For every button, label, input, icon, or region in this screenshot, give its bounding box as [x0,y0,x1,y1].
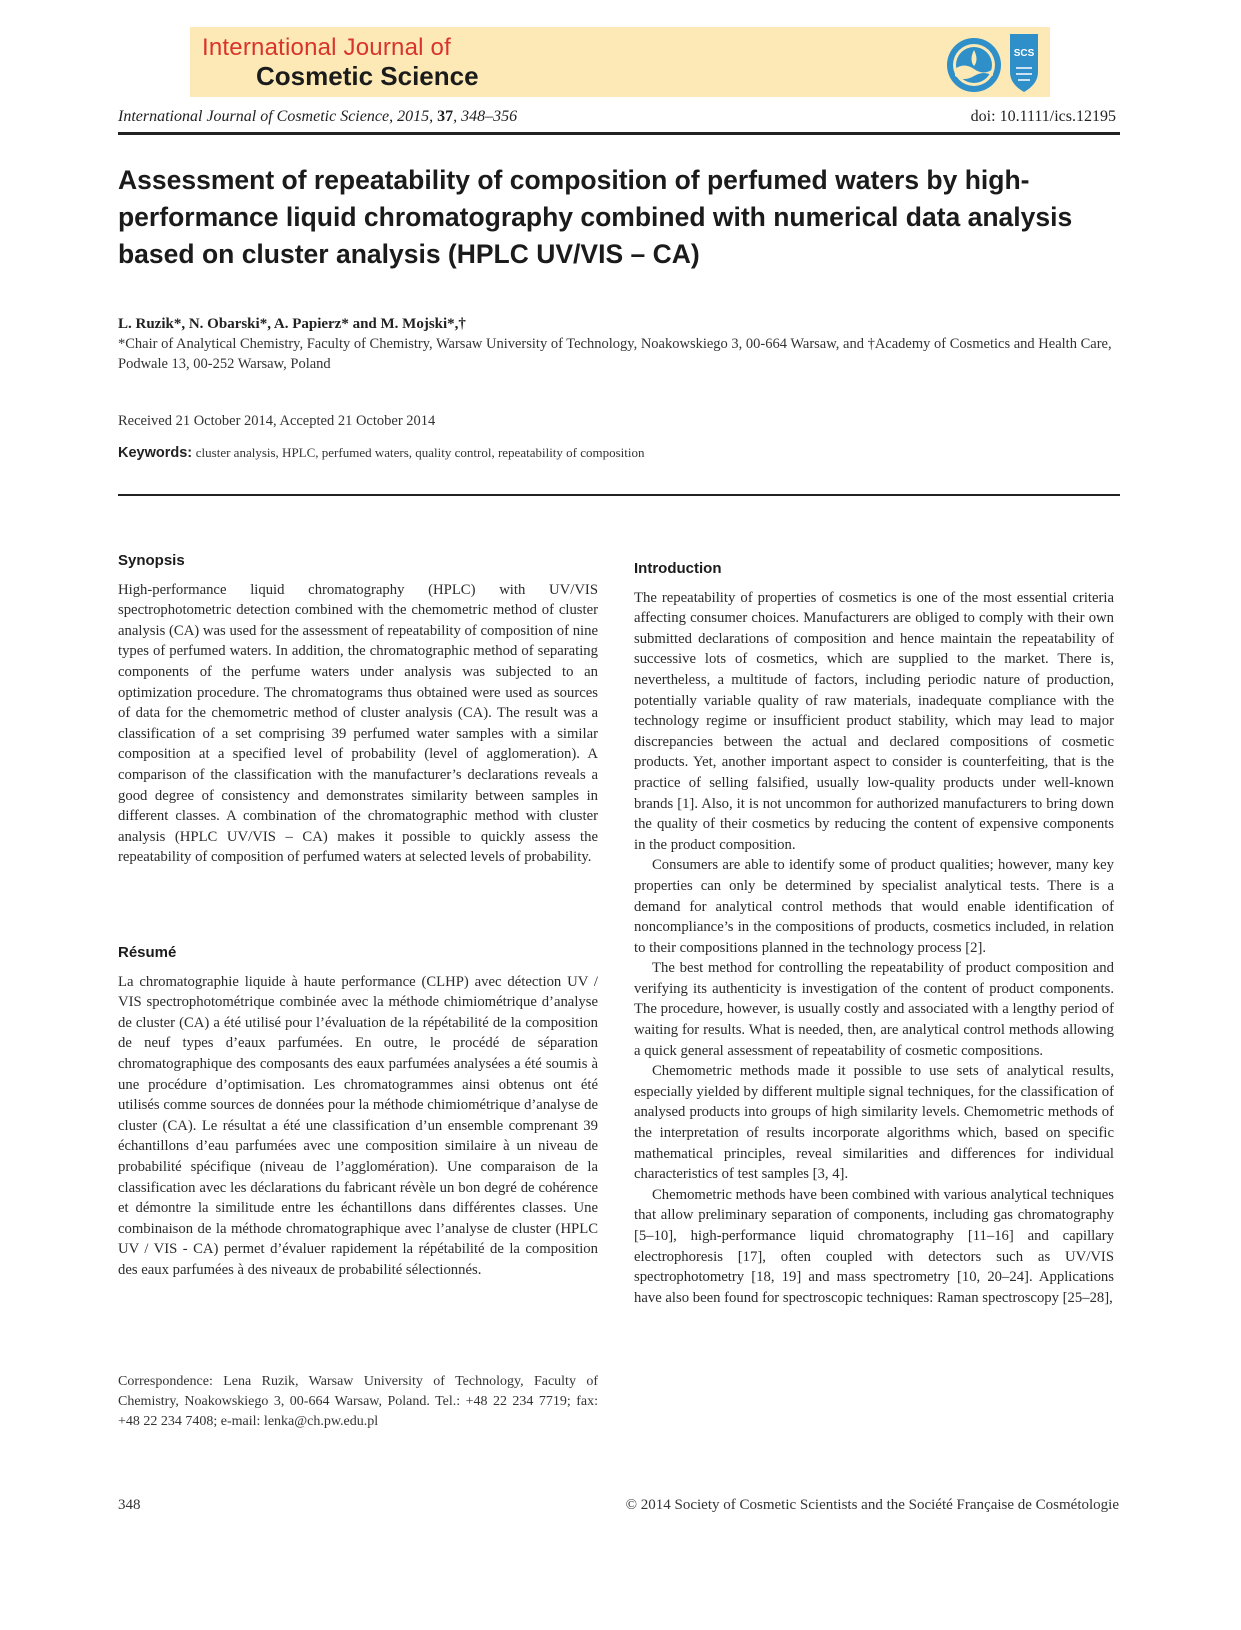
journal-ref-name: International Journal of Cosmetic Science [118,108,390,125]
authors: L. Ruzik*, N. Obarski*, A. Papierz* and M. Mojski*,† [118,316,466,332]
journal-ref-volume: 37 [437,108,454,125]
intro-paragraph: The repeatability of properties of cosmetics is one of the most essential criteria affecting consumer choices. Manufacturers are obliged to comply with their own submitted declarations of composition and hence maintain the repeatability of successive lots of cosmetics, which are supplied to the market. There is, nevertheless, a multitude of factors, including periodic nature of production, potentially variable quality of raw materials, inadequate compliance with the technology regime or insufficient product stability, which may lead to major discrepancies between the actual and declared compositions of cosmetic products. Yet, another important aspect to consider is counterfeiting, that is the practice of selling falsified, usually low-quality products under well-known brands [1]. Also, it is not uncommon for authorized manufacturers to bring down the quality of their cosmetics by reducing the content of expensive components in the product composition. [634,589,1114,853]
introduction-section [634,559,1114,1308]
journal-logo-icon [945,36,1003,94]
received-dates: Received 21 October 2014, Accepted 21 October 2014 [118,413,436,429]
synopsis-text: High-performance liquid chromatography (HPLC) with UV/VIS spectrophotometric detection combined with the chemometric method of cluster analysis (CA) was used for the assessment of repeatability of composition of nine types of perfumed waters. In addition, the chromatographic method of separating components of the perfume waters under analysis was subjected to an optimization procedure. The chromatograms thus obtained were used as sources of data for the chemometric method of cluster analysis (CA). The result was a classification of a set comprising 39 perfumed water samples with a similar composition at a specified level of probability (level of agglomeration). A comparison of the classification with the manufacturer’s declarations reveals a good degree of consistency and demonstrates similarity between samples in different classes. A combination of the chromatographic method with cluster analysis (HPLC UV/VIS – CA) makes it possible to quickly assess the repeatability of composition of perfumed waters at selected levels of probability. [118,581,598,866]
affiliation: *Chair of Analytical Chemistry, Faculty of Chemistry, Warsaw University of Technology, Noakowskiego 3, 00-664 Warsaw, and †Academy of Cosmetics and Health Care, Podwale 13, 00-252 Warsaw, Poland [118,336,1112,372]
keywords-label: Keywords: [118,445,193,461]
page-number: 348 [118,1497,141,1513]
resume-heading: Résumé [118,944,177,961]
intro-paragraph: Chemometric methods have been combined with various analytical techniques that allow preliminary separation of components, including gas chromatography [5–10], high-performance liquid chromatography [11–16] and capillary electrophoresis [17], often coupled with detectors such as UV/VIS spectrophotometry [18, 19] and mass spectrometry [10, 20–24]. Applications have also been found for spectroscopic techniques: Raman spectroscopy [25–28], [634,1186,1114,1306]
synopsis-heading: Synopsis [118,552,185,569]
header-divider [118,132,1120,135]
keywords-list: cluster analysis, HPLC, perfumed waters, quality control, repeatability of composition [195,445,645,460]
keywords [118,445,645,462]
resume-section [118,943,598,1281]
doi[interactable]: doi: 10.1111/ics.12195 [970,108,1116,125]
journal-ref-pages: , 348–356 [453,108,518,125]
intro-paragraph: Chemometric methods made it possible to use sets of analytical results, especially yielded by different multiple signal techniques, for the classification of analysed products into groups of high similarity levels. Chemometric methods of the interpretation of results incorporate algorithms which, based on specific mathematical principles, reveal similarities and differences for individual characteristics of test samples [3, 4]. [634,1063,1114,1183]
journal-name-line1: International Journal of [202,34,451,61]
scs-shield-icon [1008,32,1040,94]
correspondence: Correspondence: Lena Ruzik, Warsaw University of Technology, Faculty of Chemistry, Noakowskiego 3, 00-664 Warsaw, Poland. Tel.: +48 22 234 7719; fax: +48 22 234 7408; e-mail: lenka@ch.pw.edu.pl [118,1374,598,1429]
introduction-heading: Introduction [634,560,722,577]
intro-paragraph: Consumers are able to identify some of product qualities; however, many key properties can only be determined by specialist analytical tests. There is a demand for analytical control methods that would enable identification of noncompliance’s in the compositions of products, cosmetics included, in relation to their compositions planned in the technology process [2]. [634,857,1114,956]
journal-ref-year: , 2015, [389,108,438,125]
journal-banner [190,27,1050,97]
article-title: Assessment of repeatability of composition of perfumed waters by high-performance liquid chromatography combined with numerical data analysis based on cluster analysis (HPLC UV/VIS – CA) [118,165,1073,269]
intro-paragraph: The best method for controlling the repeatability of product composition and verifying its authenticity is investigation of the content of product components. The procedure, however, is usually costly and associated with a lengthy period of waiting for results. What is needed, then, are analytical control methods allowing a quick general assessment of repeatability of cosmetic compositions. [634,960,1114,1059]
shield-label: SCS [1013,48,1035,59]
copyright: © 2014 Society of Cosmetic Scientists and the Société Française de Cosmétologie [625,1497,1119,1513]
journal-name-line2: Cosmetic Science [256,61,479,91]
resume-text: La chromatographie liquide à haute performance (CLHP) avec détection UV / VIS spectrophotométrique combinée avec la méthode chimiométrique d’analyse de cluster (CA) a été utilisé pour l’évaluation de la répétabilité de la composition de neuf types d’eaux parfumées. En outre, le procédé de séparation chromatographique des composants des eaux parfumées analysées a été soumis à une procédure d’optimisation. Les chromatogrammes ainsi obtenus ont été utilisés comme sources de données pour la méthode chimiométrique d’analyse de cluster (CA). Le résultat a été une classification d’un ensemble comprenant 39 échantillons d’eau parfumées avec une composition similaire à un niveau de probabilité spécifique (niveau de l’agglomération). Une comparaison de la classification avec les déclarations du fabricant révèle un bon degré de cohérence et démontre la similitude entre les échantillons dans différentes classes. Une combinaison de la méthode chromatographique avec l’analyse de cluster (HPLC UV / VIS - CA) permet d’évaluer rapidement la répétabilité de la composition des eaux parfumées à des niveaux de probabilité sélectionnés. [118,973,598,1278]
synopsis-section [118,551,598,868]
journal-reference [118,108,517,126]
abstract-divider [118,494,1120,496]
